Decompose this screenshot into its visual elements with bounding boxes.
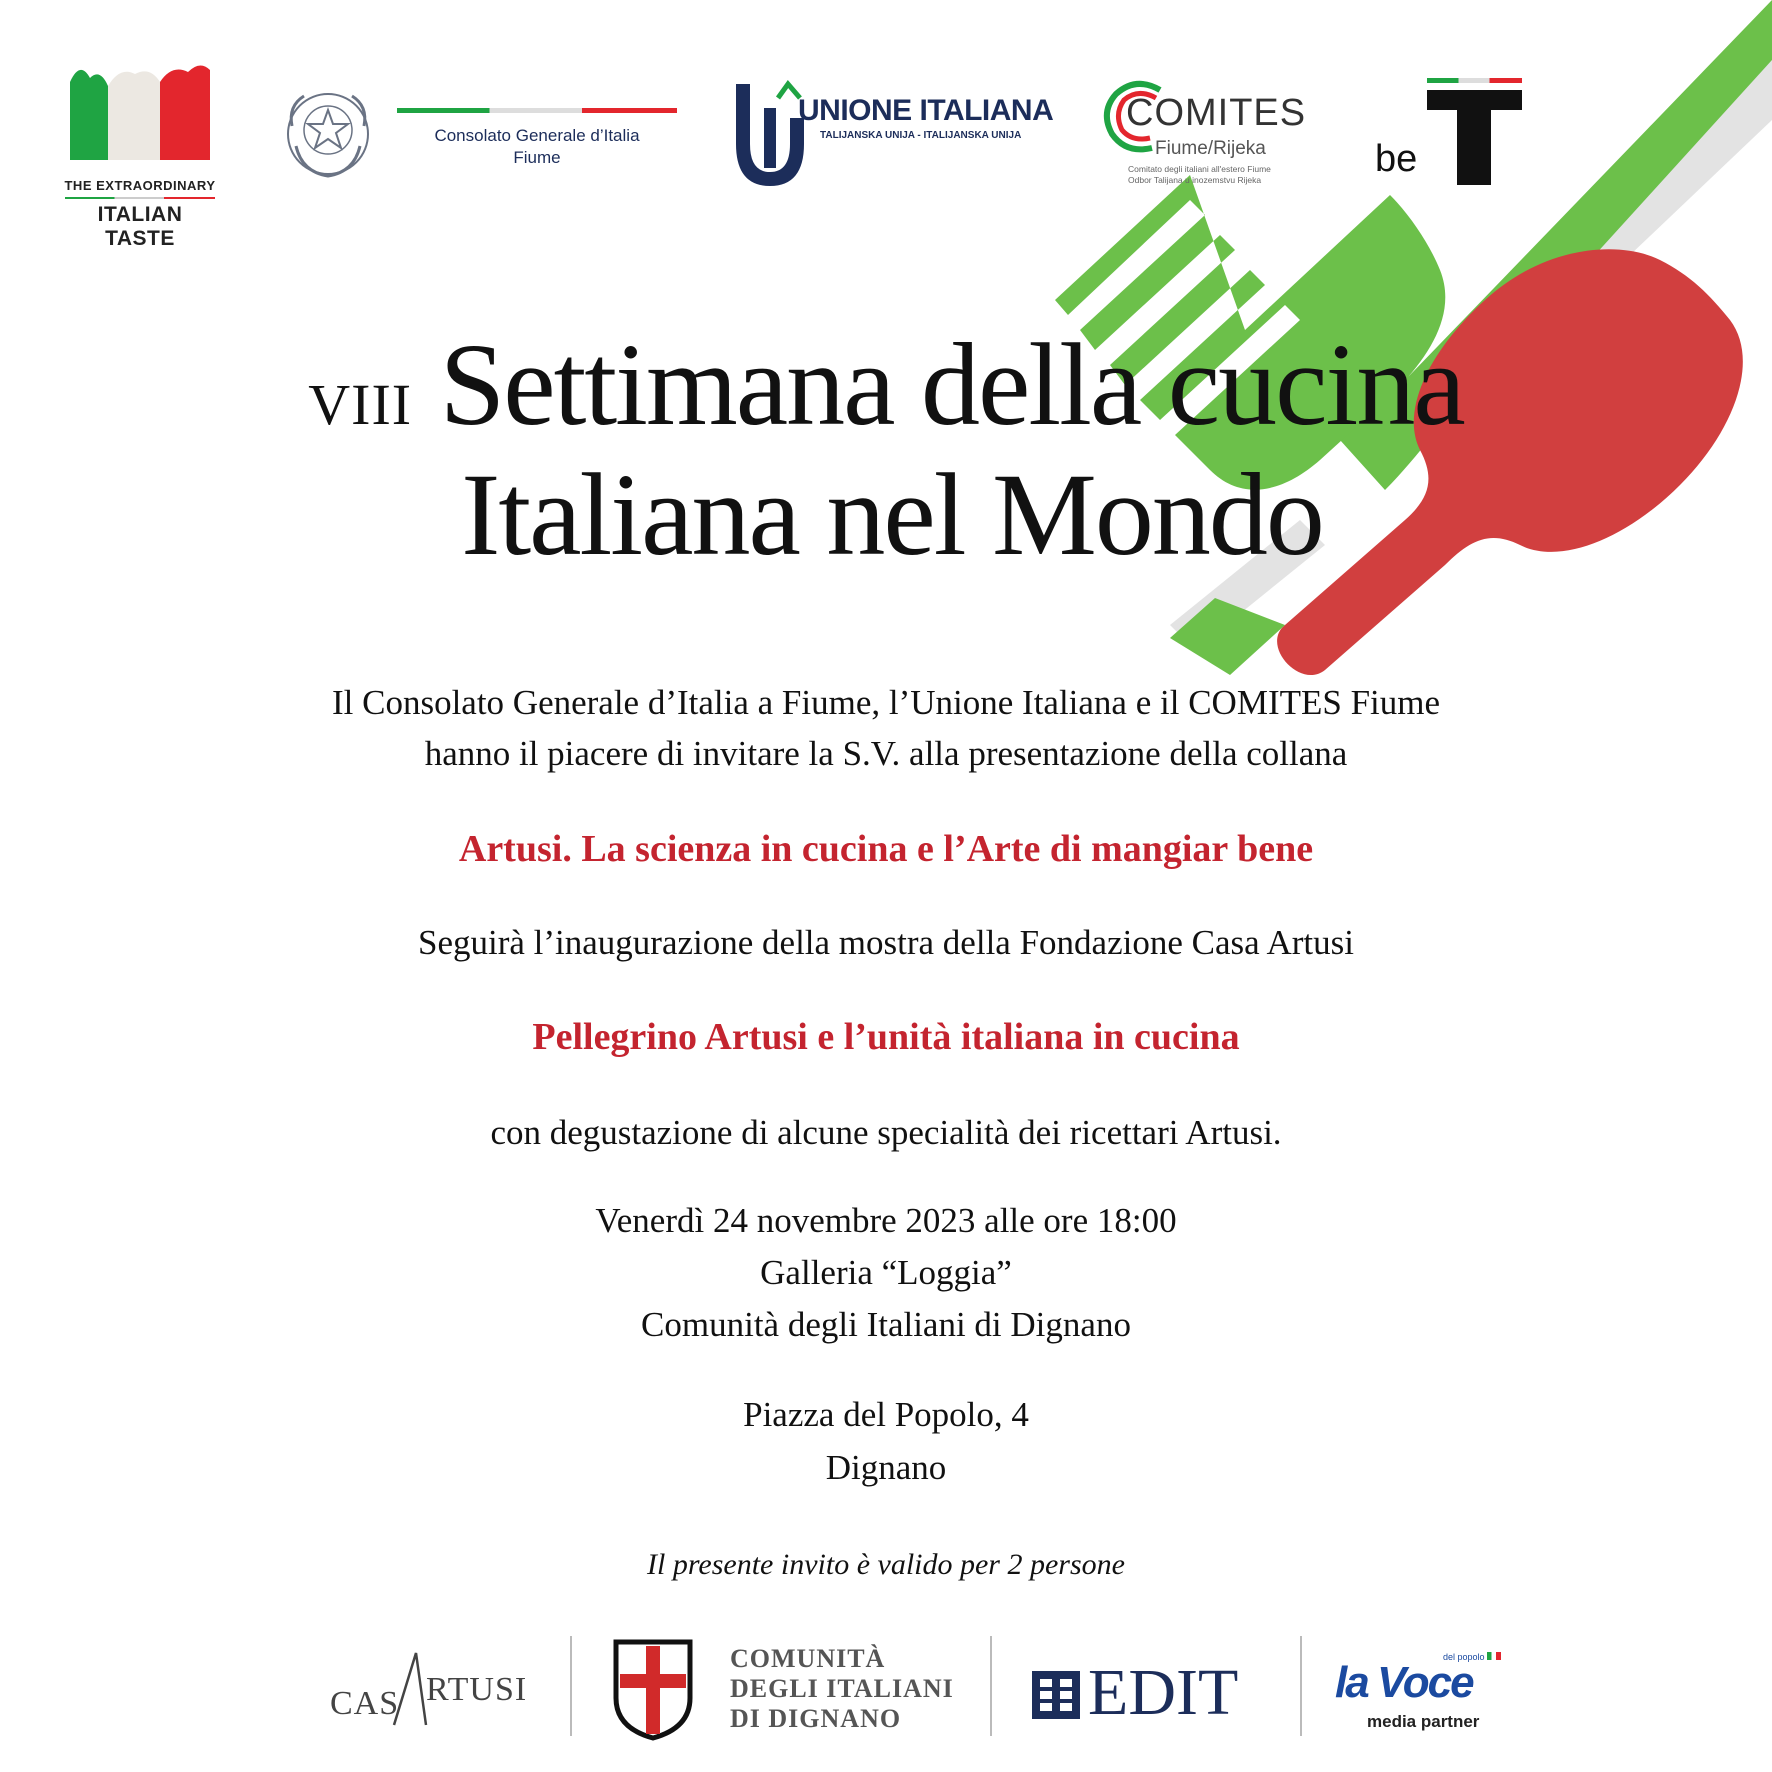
footer-divider-1 xyxy=(570,1636,572,1736)
eit-divider xyxy=(65,197,215,199)
intro-line2: hanno il piacere di invitare la S.V. alla presentazione della collana xyxy=(424,734,1348,773)
dignano-shield-icon xyxy=(612,1638,694,1742)
casartusi-b: RTUSI xyxy=(426,1671,528,1708)
dignano-line3: DI DIGNANO xyxy=(730,1704,902,1733)
voce-voce: Voce xyxy=(1377,1658,1473,1707)
artusi-a-icon xyxy=(390,1649,430,1729)
dignano-line2: DEGLI ITALIANI xyxy=(730,1674,954,1703)
intro-line1: Il Consolato Generale d’Italia a Fiume, l’Unione Italiana e il COMITES Fiume xyxy=(331,683,1441,722)
logo-extraordinary-italian-taste xyxy=(60,60,220,250)
unione-name: UNIONE ITALIANA xyxy=(798,94,1054,127)
voce-la: la xyxy=(1335,1658,1368,1707)
footer-divider-3 xyxy=(1300,1636,1302,1736)
eit-line2: ITALIAN TASTE xyxy=(97,203,183,250)
title-line1-text: Settimana della cucina xyxy=(439,319,1464,450)
highlight-title2: Pellegrino Artusi e l’unità italiana in cucina xyxy=(532,1016,1240,1058)
tasting-line: con degustazione di alcune specialità dei ricettari Artusi. xyxy=(490,1113,1282,1152)
edit-mark-icon xyxy=(1030,1669,1082,1721)
logo-la-voce xyxy=(1335,1652,1525,1747)
event-date: Venerdì 24 novembre 2023 alle ore 18:00 xyxy=(595,1201,1177,1240)
casartusi-a: CAS xyxy=(330,1685,400,1722)
comites-sub1: Comitato degli italiani all'estero Fiume xyxy=(1128,164,1271,174)
republic-emblem-icon xyxy=(282,86,374,186)
logo-comunita-dignano xyxy=(612,1636,962,1746)
venue-line2: Comunità degli Italiani di Dignano xyxy=(641,1305,1131,1344)
page-title-line1 xyxy=(0,319,1772,465)
address-line1: Piazza del Popolo, 4 xyxy=(743,1395,1029,1434)
bet-text: be xyxy=(1375,138,1418,180)
logo-casa-artusi xyxy=(330,1645,535,1735)
comites-sub2: Odbor Talijana u inozemstvu Rijeka xyxy=(1128,175,1262,185)
invite-note: Il presente invito è valido per 2 persone xyxy=(647,1548,1125,1581)
logo-consolato xyxy=(282,86,682,196)
unione-sub: TALIJANSKA UNIJA - ITALIJANSKA UNIJA xyxy=(820,130,1022,141)
consolato-line1: Consolato Generale d’Italia xyxy=(434,126,640,145)
logo-edit xyxy=(1030,1655,1280,1735)
comites-city: Fiume/Rijeka xyxy=(1155,138,1266,159)
page-title-line2: Italiana nel Mondo xyxy=(461,449,1323,580)
italian-flag-icon xyxy=(60,60,220,170)
address-line2: Dignano xyxy=(825,1448,947,1487)
bet-flag-bar xyxy=(1427,78,1522,83)
consolato-flag-bar xyxy=(397,108,677,113)
footer-divider-2 xyxy=(990,1636,992,1736)
eit-line1: THE EXTRAORDINARY xyxy=(64,178,216,193)
bet-t-stem xyxy=(1457,90,1491,185)
follow-line: Seguirà l’inaugurazione della mostra della Fondazione Casa Artusi xyxy=(418,923,1354,962)
highlight-title1: Artusi. La scienza in cucina e l’Arte di mangiar bene xyxy=(458,828,1314,870)
logo-unione-italiana xyxy=(730,78,1070,198)
logo-bet xyxy=(1375,78,1525,188)
edit-text: EDIT xyxy=(1088,1656,1239,1729)
title-prefix: VIII xyxy=(308,372,413,437)
logo-comites xyxy=(1100,76,1330,196)
voce-flag-icon xyxy=(1487,1652,1501,1660)
consolato-line2: Fiume xyxy=(513,148,561,167)
voce-del-popolo: del popolo xyxy=(1443,1652,1485,1662)
comites-name: COMITES xyxy=(1126,92,1307,134)
dignano-line1: COMUNITÀ xyxy=(730,1644,886,1673)
venue-line1: Galleria “Loggia” xyxy=(760,1253,1012,1292)
voce-partner: media partner xyxy=(1367,1712,1480,1731)
